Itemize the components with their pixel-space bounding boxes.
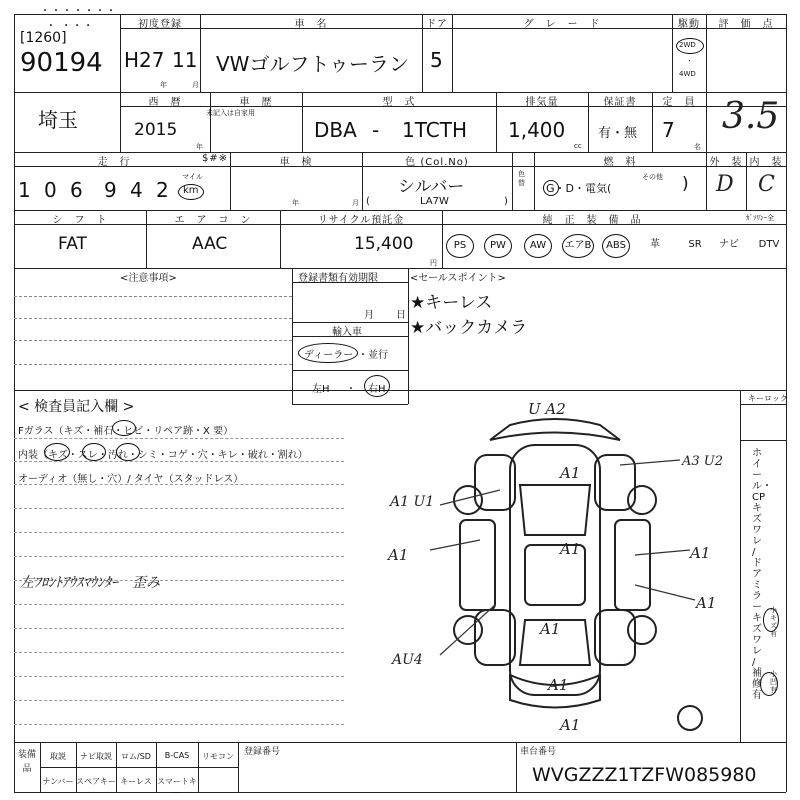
equip-ps: PS [446,234,474,258]
inspector-header: < 検査員記入欄 > [18,399,135,415]
doors: 5 [430,48,443,72]
fuel-other: その他 [642,173,663,181]
first-reg-year: H27 [124,48,165,72]
insp-line [14,676,344,677]
month-unit: 月 [192,81,199,89]
insp-year-unit: 年 [292,199,299,207]
fuel-close: ) [682,174,689,194]
color-paren-open: ( [366,196,370,207]
mileage-digit: 9 [104,178,117,202]
shift: FAT [58,234,87,254]
diagram-label: A1 [540,620,561,638]
right-note: ホイール・CPキズ ワレ / ドアミラーキズ ワレ / 補修有 [752,448,772,701]
reg-expiry-header: 登録書類有効期限 [298,273,378,284]
insp-line [14,604,344,605]
sales-header: <セールスポイント> [410,273,506,284]
car-name: VWゴルフトゥーラン [216,52,409,76]
drive-2wd: 2WD [679,41,696,49]
right-sub: 小キズ有 [770,606,777,638]
interior-circle [116,443,140,461]
mileage-digit: 4 [130,178,143,202]
equip-leather: 革 [650,239,660,250]
model-code: 1TCTH [402,118,467,142]
note-line [14,296,292,297]
note-line [14,340,292,341]
import-dealer: ディーラー [304,350,354,361]
bottom-cell: ナビ取説 [80,752,112,761]
aircon-header: エ ア コ ン [174,215,252,226]
fuel-header: 燃 料 [603,157,637,168]
col-div [408,268,409,404]
recycle: 15,400 [354,234,414,254]
col-div [740,390,741,742]
keylock-header: キーロック [748,394,788,403]
region: 埼玉 [38,108,78,132]
model-year: 2015 [134,120,178,140]
keylock-line [740,404,786,405]
import-parallel: ・並行 [358,350,388,361]
title-fragment: ・・・・・・・ ・ ・・・ [40,6,117,32]
mileage-digit: 2 [156,178,169,202]
recycle-unit: 円 [430,259,437,267]
lot-sub: [1260] [20,30,67,46]
row-divider-6 [14,742,786,743]
diagram-label: A1 U1 [390,494,435,510]
insp-month-unit: 月 [352,199,359,207]
doors-header: ドア [426,19,448,30]
swap-header: $#※ [201,153,229,164]
mileage-digit: 1 [18,178,31,202]
model-dash: - [372,118,380,142]
diagram-label: A1 [696,594,717,612]
color-paren-close: ) [504,196,508,207]
equip-dtv: DTV [758,239,780,250]
equip-sr: SR [688,239,702,250]
shift-header: シ フ ト [52,215,108,226]
insp-line [14,438,344,439]
exterior-grade: D [716,172,734,197]
first-reg-month: 11 [172,48,198,72]
color-code: LA7W [420,196,449,207]
mileage-digit: 6 [70,178,83,202]
bottom-cell: キーレス [120,777,152,786]
interior-header: 内 装 [749,157,783,168]
diagram-label: A1 [560,716,581,734]
history-header: 車 歴 [239,97,273,108]
bottom-cell: 取説 [50,752,66,761]
warranty-header: 保証書 [603,97,637,108]
insp-line [14,652,344,653]
fuel: G・D・電気( [546,182,612,195]
diagram-label: A1 [548,676,569,694]
diagram-label: A1 [388,546,409,564]
mileage-unit-km: km [183,185,199,196]
bottom-cell: スペアキー [76,777,116,786]
color-header: 色 (Col.No) [405,157,469,168]
notes-header: <注意事項> [120,273,177,284]
bottom-cell: B-CAS [164,751,190,760]
bottom-cell: スマートキー [157,777,197,797]
insp-line [14,508,344,509]
col-div [238,742,239,792]
lot-number: 90194 [20,48,103,78]
equip-aw: AW [524,234,552,258]
diagram-label: AU4 [392,652,423,668]
equip-abs: ABS [602,234,630,258]
diagram-label: A1 [690,544,711,562]
diagram-label: A3 U2 [682,454,724,469]
model-year-unit: 年 [196,143,203,151]
reg-line [292,370,408,371]
keylock-line [740,440,786,441]
glass-circle [112,420,136,436]
sales-point: ★キーレス [410,293,493,313]
vin-header: 車台番号 [520,747,557,757]
inspection-header: 車 検 [279,157,313,168]
model-year-header: 西 暦 [148,97,182,108]
inspector-line: オーディオ（無し・穴）/ タイヤ（スタッドレス） [18,474,244,485]
diagram-label: U A2 [528,400,566,418]
import-header: 輸入車 [332,327,362,338]
vin: WVGZZZ1TZFW085980 [532,764,757,786]
reg-no-header: 登録番号 [244,747,281,757]
capacity-unit: 名 [694,143,701,151]
bottom-mid-line [40,767,238,768]
import-dot: ・ [346,384,356,395]
bottom-cell: リモコン [202,752,234,761]
insp-line [14,532,344,533]
model-prefix: DBA [314,118,357,142]
sales-point: ★バックカメラ [410,318,528,338]
diagram-label: A1 [560,540,581,558]
inspector-handwritten: 左ﾌﾛﾝﾄｱｳｽﾏｳﾝﾀｰ 歪み [20,575,160,591]
mileage-header: 走 行 [97,157,131,168]
col-div [706,14,707,210]
exterior-header: 外 装 [709,157,743,168]
bottom-cell: ナンバー [42,777,74,786]
drive-header: 駆動 [678,19,700,30]
warranty: 有・無 [598,126,638,141]
insp-line [14,628,344,629]
equipment-extra: ｶﾞｿﾘﾝｰ全 [746,214,774,222]
first-reg-header: 初度登録 [138,19,182,30]
car-name-header: 車 名 [294,19,328,30]
drive-4wd: 4WD [679,70,696,78]
reg-day: 日 [396,310,406,321]
recycle-header: リサイクル預託金 [317,215,405,226]
col-div [120,14,121,152]
col-div [512,152,513,210]
cc-unit: cc [574,142,582,150]
inspector-line: Fガラス（キズ・補石・ヒビ・リペア跡・X 要） [18,426,234,437]
right-sub: 小凹有 [770,670,777,694]
interior-circle [82,443,106,461]
equip-navi: ナビ [719,239,739,250]
row-divider-5 [14,390,786,391]
interior-grade: C [758,172,775,197]
equip-side-header: 装備品 [17,750,36,774]
insp-line [14,724,344,725]
color-value: シルバー [398,177,465,197]
diagram-label: A1 [560,464,581,482]
reg-month: 月 [364,310,374,321]
note-line [14,364,292,365]
col-div [516,742,517,792]
equipment-header: 純 正 装 備 品 [542,215,642,226]
displacement-header: 排気量 [525,97,559,108]
history-note: 未記入は自家用 [206,109,255,117]
score-handwritten: 3.5 [722,96,780,137]
interior-circle [44,443,70,461]
model-code-header: 型 式 [382,97,416,108]
aircon: AAC [192,234,228,254]
frame-bottom [14,792,786,793]
import-left: 左H [312,384,330,395]
insp-line [14,700,344,701]
equip-pw: PW [484,234,512,258]
insp-line [14,556,344,557]
displacement: 1,400 [508,118,566,142]
capacity: 7 [662,118,675,142]
year-unit: 年 [160,81,167,89]
color-change: 色替 [518,170,525,187]
inspector-line: 内装（キズ・スレ・汚れ・シミ・コゲ・穴・キレ・破れ・割れ） [18,450,308,461]
capacity-header: 定 員 [662,97,696,108]
equip-airbag: エアB [562,234,594,258]
import-right: 右H [368,384,386,395]
insp-line [14,461,344,462]
mileage-unit-mile: マイル [182,173,203,181]
score-header: 評 価 点 [718,19,774,30]
grade-header: グ レ ー ド [523,19,601,30]
bottom-cell: ロム/SD [121,752,151,761]
mileage-digit: 0 [44,178,57,202]
note-line [14,318,292,319]
